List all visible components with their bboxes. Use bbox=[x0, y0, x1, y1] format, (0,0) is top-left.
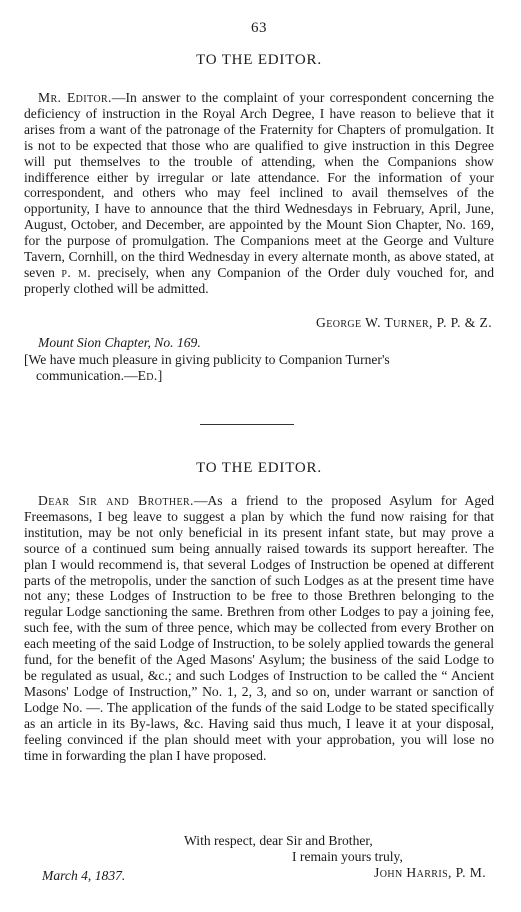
letter-1-text: —In answer to the complaint of your correspondent concerning the deficiency of instruction in the Royal Arch Degree, I have reason to believe that it arises from a want of the patronage of the Fraternity for Chapters of promulgation. It is not to be expected that those who are qualified to give instruction in this Degree will put themselves to the trouble of attending, when the Companions show indifference either by irregular or late attendance. For the information of your correspondent, and others who may feel inclined to avail themselves of the opportunity, I have to announce that the third Wednesdays in February, April, June, August, October, and December, are appointed by the Mount Sion Chapter, No. 169, for the purpose of promulgation. The Companions meet at the George and Vulture Tavern, Cornhill, on the third Wednesday in every alternate month, as above stated, at seven bbox=[24, 90, 494, 280]
page-number: 63 bbox=[251, 20, 267, 36]
letter-2-date: March 4, 1837. bbox=[42, 868, 126, 883]
letter-2-closing-2: I remain yours truly, bbox=[292, 849, 403, 864]
section-divider bbox=[200, 424, 294, 425]
editor-note bbox=[24, 352, 494, 384]
editor-note-line-1: [We have much pleasure in giving publicity to Companion Turner's bbox=[24, 352, 390, 367]
letter-2-body bbox=[24, 493, 494, 763]
editor-note-line-2: communication.—Ed.] bbox=[36, 367, 163, 383]
letter-1-body bbox=[24, 90, 494, 297]
letter-1-chapter: Mount Sion Chapter, No. 169. bbox=[38, 335, 201, 350]
letter-2-salutation: Dear Sir and Brother. bbox=[38, 493, 194, 508]
letter-1-time-abbr: p. m. bbox=[61, 264, 92, 280]
letter-1-salutation: Mr. Editor. bbox=[38, 90, 112, 105]
letter-1-signature: George W. Turner, P. P. & Z. bbox=[316, 315, 492, 330]
letter-2-heading: TO THE EDITOR. bbox=[196, 460, 322, 476]
editor-note-ed: Ed. bbox=[137, 367, 158, 383]
letter-2-closing-1: With respect, dear Sir and Brother, bbox=[184, 833, 373, 848]
letter-2-text: —As a friend to the proposed Asylum for Aged Freemasons, I beg leave to suggest a plan by which the fund now raising for that institution, may be not only beneficial in its present infant state, but may prove a source of a continued sum being annually raised towards its support hereafter. The plan I would recommend is, that several Lodges of Instruction be opened at different parts of the metropolis, under the sanction of such Lodges as at the present time have not any; these Lodges of Instruction to be free to those Brethren belonging to the regular Lodge sanctioning the same. Brethren from other Lodges to pay a joining fee, such fee, with the sum of three pence, which may be collected from every Brother on each meeting of the said Lodge of Instruction, to be solely applied towards the general fund, for the benefit of the Aged Masons' Asylum; the business of the said Lodge to be regulated as usual, &c.; and such Lodges of Instruction to be called the “ Ancient Masons' Lodge of Instruction,” No. 1, 2, 3, and so on, under warrant or sanction of Lodge No. —. The application of the funds of the said Lodge to be stated specifically as an article in its By-laws, &c. Having said thus much, I leave it at your disposal, feeling convinced if the plan should meet with your approbation, you will lose no time in forwarding the plan I have proposed. bbox=[24, 493, 494, 763]
letter-1-text-end: precisely, when any Companion of the Order duly vouched for, and properly clothed will be admitted. bbox=[24, 264, 494, 296]
letter-1-heading: TO THE EDITOR. bbox=[196, 52, 322, 68]
letter-2-signature: John Harris, P. M. bbox=[374, 865, 486, 880]
